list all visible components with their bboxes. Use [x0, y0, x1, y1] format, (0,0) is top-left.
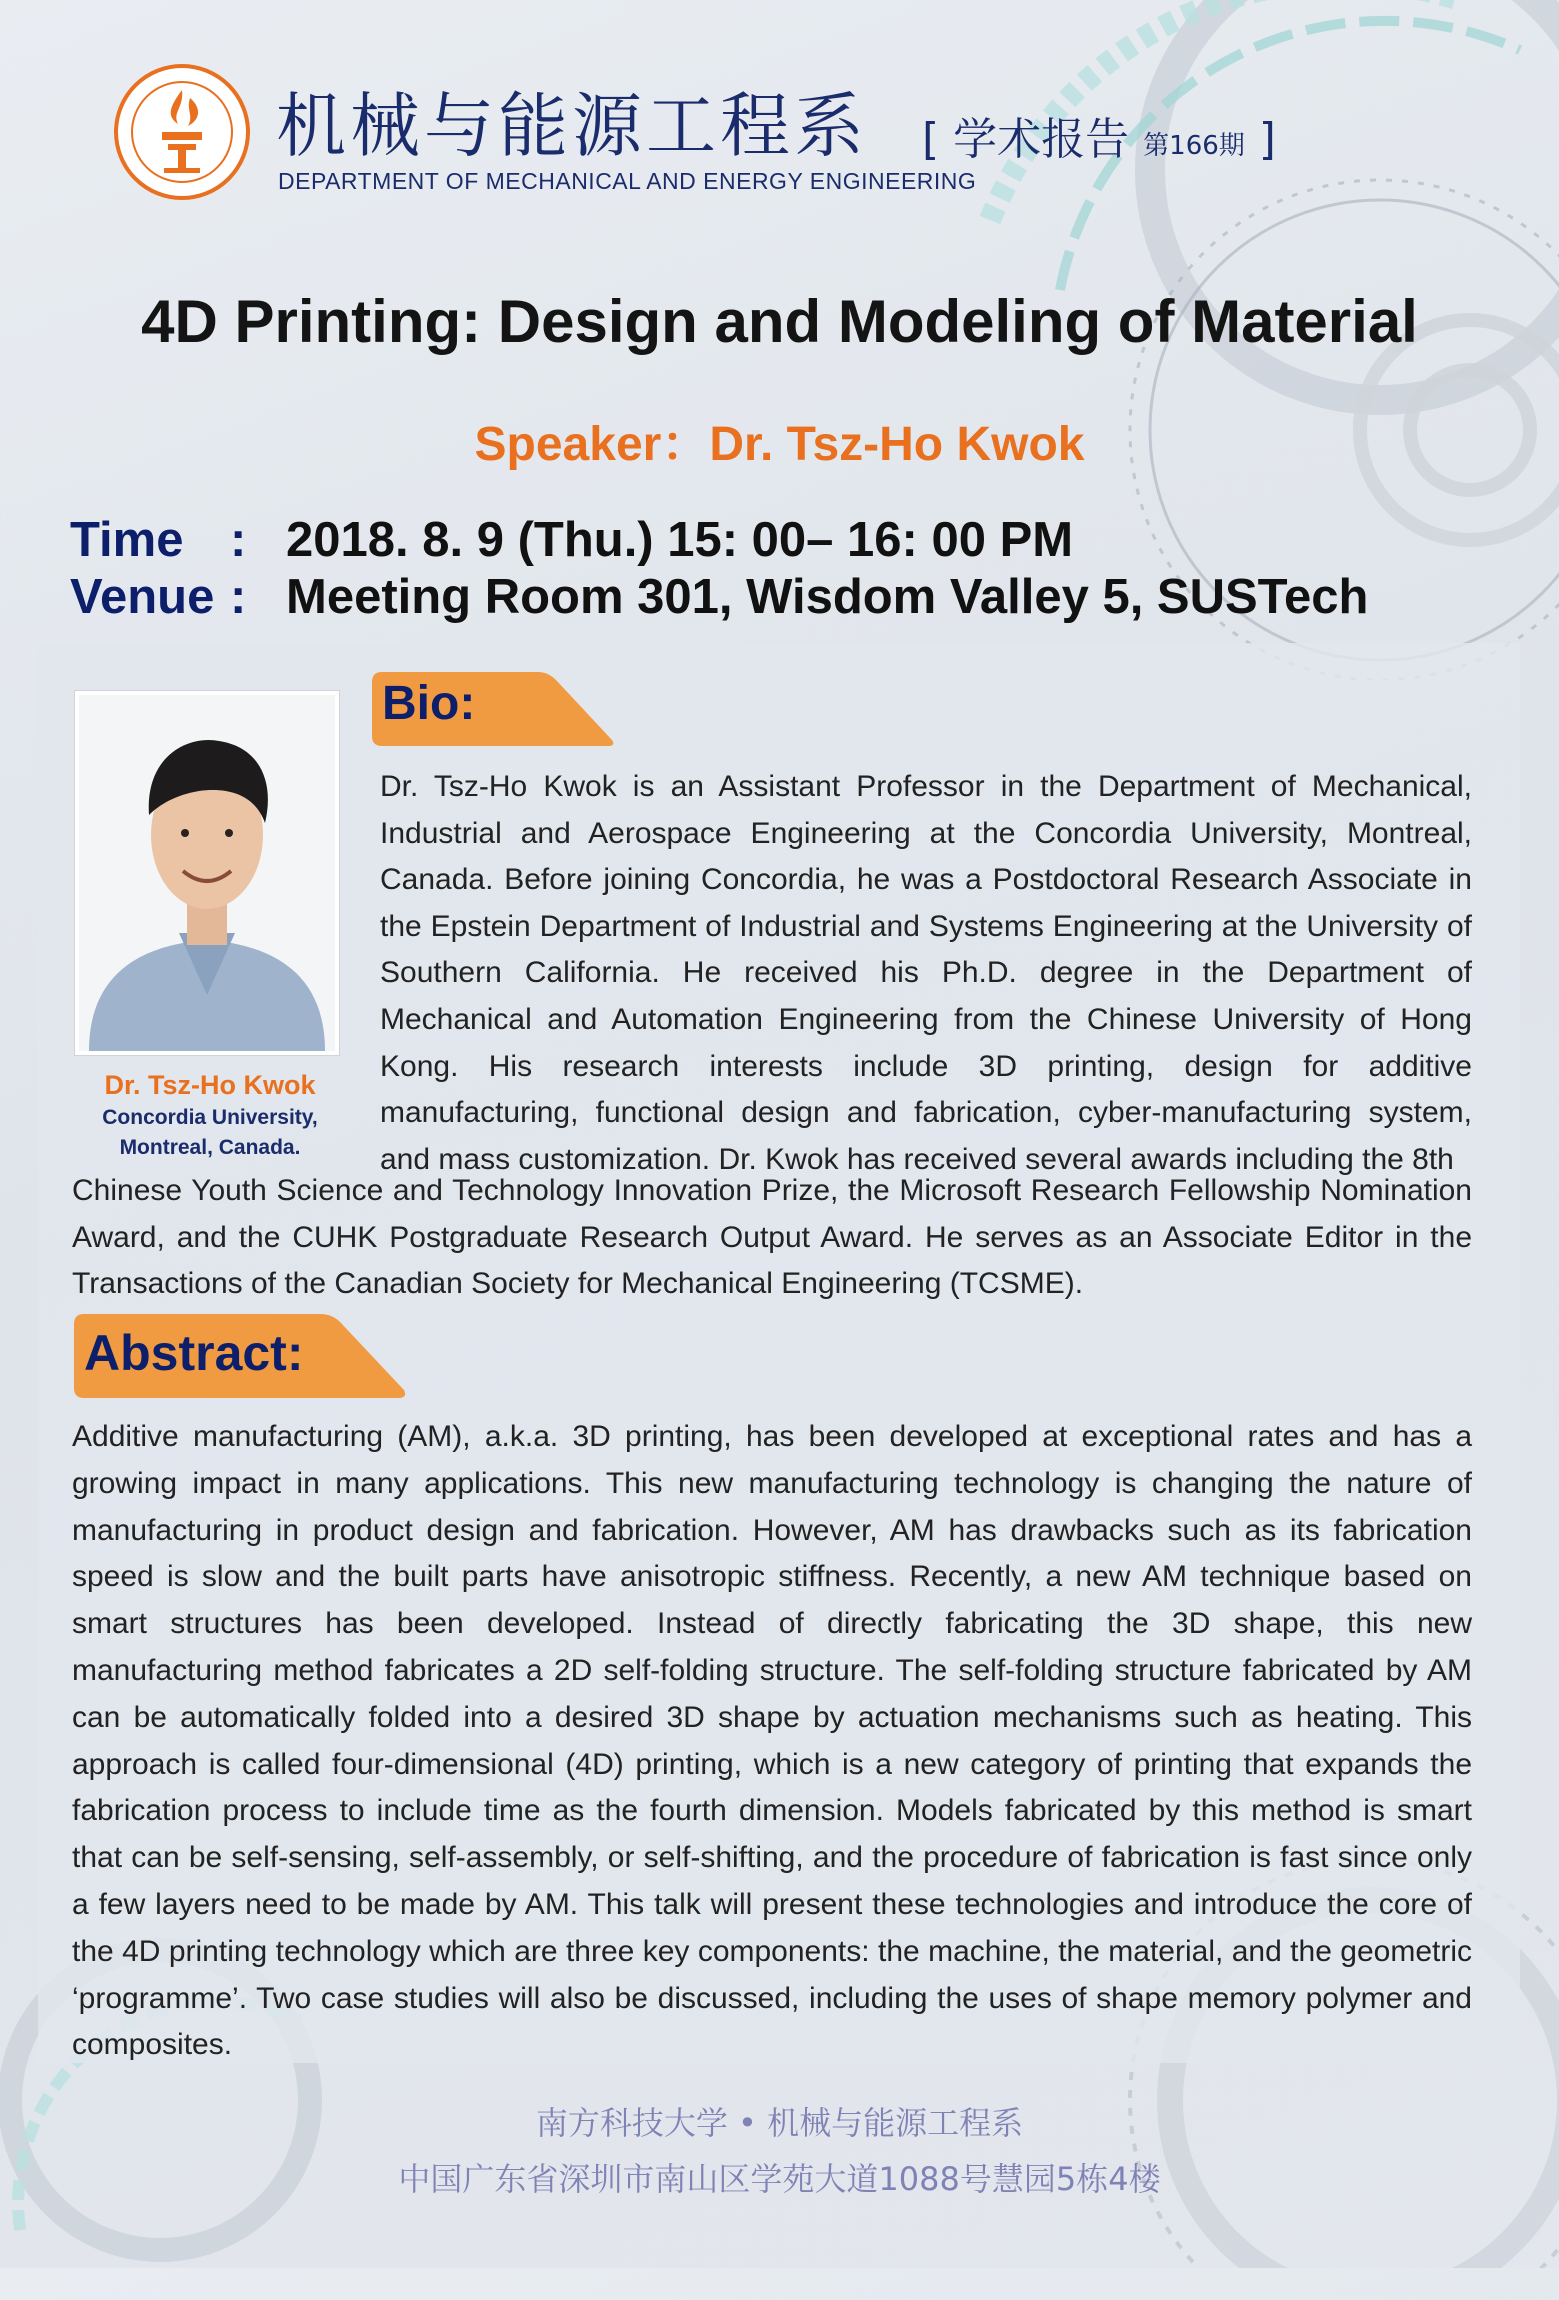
- speaker-photo: [74, 690, 340, 1056]
- issue-number: 第166期: [1143, 131, 1245, 161]
- talk-title: 4D Printing: Design and Modeling of Material: [141, 288, 1418, 355]
- university-torch-logo-icon: [112, 62, 252, 202]
- department-name-en: DEPARTMENT OF MECHANICAL AND ENERGY ENGINEERING: [278, 168, 977, 194]
- abstract-heading: Abstract:: [84, 1325, 304, 1381]
- lecture-series-label: [922, 103, 1276, 167]
- series-close: ]: [1258, 114, 1276, 165]
- series-open: [ 学术报告: [922, 114, 1130, 165]
- bio-heading: Bio:: [382, 677, 476, 730]
- speaker-caption-affiliation: Concordia University,: [102, 1106, 318, 1129]
- time-row: [70, 512, 1073, 568]
- bio-heading-tag: [368, 668, 618, 750]
- footer-address: 中国广东省深圳市南山区学苑大道1088号慧园5栋4楼: [398, 2160, 1161, 2198]
- time-label: Time: [70, 513, 184, 567]
- venue-colon: :: [230, 570, 247, 624]
- time-value: 2018. 8. 9 (Thu.) 15: 00– 16: 00 PM: [286, 513, 1074, 567]
- venue-label: Venue: [70, 570, 215, 624]
- footer-institution: 南方科技大学 • 机械与能源工程系: [535, 2104, 1024, 2142]
- time-colon: :: [230, 513, 247, 567]
- bio-paragraph-1: Dr. Tsz-Ho Kwok is an Assistant Professor in the Department of Mechanical, Industrial and Aerospace Engineering at the Concordia University, Montreal, Canada. Before joining Concordia, he was a Postdoctoral Research Associate in the Epstein Department of Industrial and Systems Engineering at the University of Southern California. He received his Ph.D. degree in the Department of Mechanical and Automation Engineering from the Chinese University of Hong Kong. His research interests include 3D printing, design for additive manufacturing, functional design and fabrication, cyber-manufacturing system, and mass customization. Dr. Kwok has received several awards including the 8th: [380, 770, 1472, 1176]
- speaker-caption-location: Montreal, Canada.: [119, 1136, 301, 1159]
- abstract-heading-tag: [70, 1310, 410, 1392]
- institution-title-cn: 机械与能源工程系: [276, 85, 868, 167]
- bio-paragraph-2: Chinese Youth Science and Technology Innovation Prize, the Microsoft Research Fellowship Nomination Award, and the CUHK Postgraduate Research Output Award. He serves as an Associate Editor in the Transactions of the Canadian Society for Mechanical Engineering (TCSME).: [72, 1174, 1472, 1301]
- venue-row: [70, 569, 1368, 625]
- abstract-paragraph: Additive manufacturing (AM), a.k.a. 3D printing, has been developed at exceptional rates and has a growing impact in many applications. This new manufacturing technology is changing the nature of manufacturing in product design and fabrication. However, AM has drawbacks such as its fabrication speed is slow and the built parts have anisotropic stiffness. Recently, a new AM technique based on smart structures has been developed. Instead of directly fabricating the 3D shape, this new manufacturing method fabricates a 2D self-folding structure. The self-folding structure fabricated by AM can be automatically folded into a desired 3D shape by actuation mechanisms such as heating. This approach is called four-dimensional (4D) printing, which is a new category of printing that expands the fabrication process to include time as the fourth dimension. Models fabricated by this method is smart that can be self-sensing, self-assembly, or self-shifting, and the procedure of fabrication is fast since only a few layers need to be made by AM. This talk will present these technologies and introduce the core of the 4D printing technology which are three key components: the machine, the material, and the geometric ‘programme’. Two case studies will also be discussed, including the uses of shape memory polymer and composites.: [72, 1420, 1472, 2062]
- speaker-line: Speaker：Dr. Tsz-Ho Kwok: [474, 418, 1085, 471]
- speaker-caption-name: Dr. Tsz-Ho Kwok: [104, 1070, 316, 1100]
- speaker-portrait-icon: [79, 695, 335, 1051]
- venue-value: Meeting Room 301, Wisdom Valley 5, SUSTech: [286, 570, 1369, 624]
